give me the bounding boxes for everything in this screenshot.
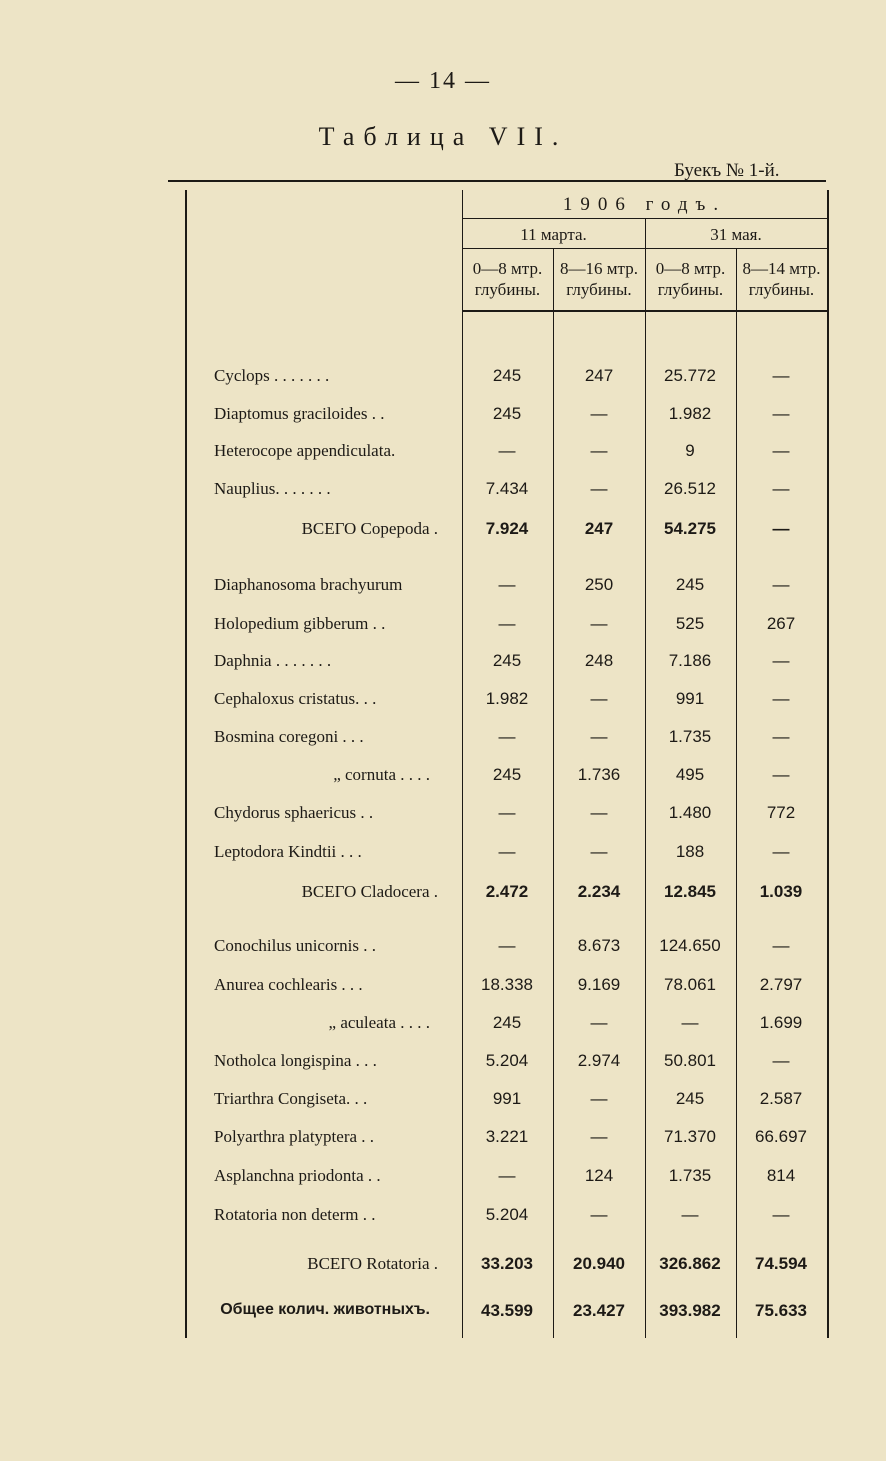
grand-total-cell: 43.599 xyxy=(481,1301,533,1320)
count-cell: — xyxy=(772,404,790,423)
count-cell: — xyxy=(590,1127,608,1146)
table-top-rule xyxy=(168,180,826,182)
count-cell: 495 xyxy=(675,765,705,784)
count-cell: 188 xyxy=(675,842,705,861)
species-label: Diaphanosoma brachyurum xyxy=(214,575,403,594)
count-cell: 245 xyxy=(492,765,522,784)
count-cell: — xyxy=(772,936,790,955)
count-cell: — xyxy=(590,479,608,498)
species-label: Asplanchna priodonta . . xyxy=(214,1166,381,1185)
species-label: Heterocope appendiculata. xyxy=(214,441,396,460)
count-cell: — xyxy=(590,1089,608,1108)
species-label: Anurea cochlearis . . . xyxy=(214,975,363,994)
count-cell: 1.736 xyxy=(577,765,621,784)
count-cell: — xyxy=(772,1205,790,1224)
count-cell: — xyxy=(590,441,608,460)
count-cell: 66.697 xyxy=(755,1127,807,1146)
count-cell: 248 xyxy=(584,651,614,670)
subtotal-cell: 247 xyxy=(584,519,614,538)
subtotal-cell: — xyxy=(772,519,790,538)
subtotal-cell: 33.203 xyxy=(481,1254,533,1273)
count-cell: 18.338 xyxy=(481,975,533,994)
subtotal-cell: 20.940 xyxy=(573,1254,625,1273)
species-label: Diaptomus graciloides . . xyxy=(214,404,385,423)
count-cell: 50.801 xyxy=(664,1051,716,1070)
subtotal-cell: 54.275 xyxy=(664,519,716,538)
subtotal-cell: 12.845 xyxy=(664,882,716,901)
count-cell: 5.204 xyxy=(485,1205,529,1224)
species-label: Cyclops . . . . . . . xyxy=(214,366,330,385)
count-cell: — xyxy=(772,575,790,594)
header-bottom-rule xyxy=(462,310,827,312)
count-cell: 1.982 xyxy=(485,689,529,708)
depth-header-2: 8—16 мтр. глубины. xyxy=(560,259,638,299)
grand-total-cell: 23.427 xyxy=(573,1301,625,1320)
species-label: Daphnia . . . . . . . xyxy=(214,651,332,670)
count-cell: — xyxy=(498,727,516,746)
count-cell: 814 xyxy=(766,1166,796,1185)
count-cell: 245 xyxy=(492,1013,522,1032)
count-cell: 245 xyxy=(492,366,522,385)
depth-divider-1 xyxy=(553,248,554,1338)
page-number: — 14 — xyxy=(395,68,491,94)
count-cell: — xyxy=(590,727,608,746)
depth-header-1: 0—8 мтр. глубины. xyxy=(472,259,543,299)
count-cell: — xyxy=(590,1013,608,1032)
count-cell: — xyxy=(590,842,608,861)
count-cell: — xyxy=(590,404,608,423)
table-right-border xyxy=(827,190,829,1338)
count-cell: 71.370 xyxy=(664,1127,716,1146)
count-cell: 3.221 xyxy=(485,1127,529,1146)
count-cell: — xyxy=(772,727,790,746)
subtotal-label: ВСЕГО Rotatoria . xyxy=(307,1254,438,1273)
species-label: Chydorus sphaericus . . xyxy=(214,803,374,822)
count-cell: — xyxy=(590,803,608,822)
count-cell: — xyxy=(498,803,516,822)
count-cell: — xyxy=(590,1205,608,1224)
grand-total-cell: 75.633 xyxy=(755,1301,807,1320)
count-cell: 245 xyxy=(492,651,522,670)
year-header: 1906 годъ. xyxy=(562,194,727,215)
count-cell: 2.974 xyxy=(577,1051,621,1070)
subtotal-label: ВСЕГО Cladocera . xyxy=(301,882,438,901)
count-cell: 5.204 xyxy=(485,1051,529,1070)
depth-header-3: 0—8 мтр. глубины. xyxy=(655,259,726,299)
count-cell: 124 xyxy=(584,1166,614,1185)
count-cell: 7.434 xyxy=(485,479,529,498)
species-label: Cephaloxus cristatus. . . xyxy=(214,689,377,708)
species-label: Rotatoria non determ . . xyxy=(214,1205,376,1224)
count-cell: 267 xyxy=(766,614,796,633)
species-label: Nauplius. . . . . . . xyxy=(214,479,331,498)
count-cell: 8.673 xyxy=(577,936,621,955)
count-cell: 525 xyxy=(675,614,705,633)
count-cell: 2.587 xyxy=(759,1089,803,1108)
count-cell: 1.735 xyxy=(668,727,712,746)
species-label: Notholca longispina . . . xyxy=(214,1051,377,1070)
date-header-march: 11 марта. xyxy=(520,225,587,244)
species-label: Leptodora Kindtii . . . xyxy=(214,842,362,861)
species-label: Holopedium gibberum . . xyxy=(214,614,386,633)
count-cell: 991 xyxy=(675,689,705,708)
date-header-may: 31 мая. xyxy=(710,225,762,244)
count-cell: 26.512 xyxy=(664,479,716,498)
table-title: Таблица VII. xyxy=(318,122,568,151)
count-cell: — xyxy=(498,441,516,460)
count-cell: — xyxy=(772,689,790,708)
subtotal-label: ВСЕГО Copepoda . xyxy=(301,519,438,538)
subtotal-cell: 74.594 xyxy=(755,1254,807,1273)
count-cell: — xyxy=(590,614,608,633)
species-label: Polyarthra platyptera . . xyxy=(214,1127,375,1146)
count-cell: — xyxy=(772,441,790,460)
count-cell: 250 xyxy=(584,575,614,594)
count-cell: 1.982 xyxy=(668,404,712,423)
count-cell: 7.186 xyxy=(668,651,712,670)
count-cell: 245 xyxy=(675,575,705,594)
buoy-label: Буекъ № 1-й. xyxy=(674,160,780,181)
grand-total-label: Общее колич. животныхъ. xyxy=(220,1301,430,1318)
subtotal-cell: 326.862 xyxy=(659,1254,721,1273)
count-cell: — xyxy=(681,1013,699,1032)
count-cell: 991 xyxy=(492,1089,522,1108)
count-cell: 9.169 xyxy=(577,975,621,994)
species-label: Triarthra Congiseta. . . xyxy=(214,1089,368,1108)
count-cell: 2.797 xyxy=(759,975,803,994)
count-cell: 1.735 xyxy=(668,1166,712,1185)
subtotal-cell: 1.039 xyxy=(759,882,803,901)
species-label: Bosmina coregoni . . . xyxy=(214,727,364,746)
subtotal-cell: 7.924 xyxy=(485,519,529,538)
count-cell: — xyxy=(681,1205,699,1224)
count-cell: — xyxy=(772,479,790,498)
grand-total-cell: 393.982 xyxy=(659,1301,721,1320)
count-cell: — xyxy=(498,936,516,955)
count-cell: — xyxy=(772,366,790,385)
count-cell: — xyxy=(772,765,790,784)
table-left-border xyxy=(185,190,187,1338)
count-cell: — xyxy=(498,575,516,594)
subtotal-cell: 2.472 xyxy=(485,882,529,901)
subtotal-cell: 2.234 xyxy=(577,882,621,901)
count-cell: 772 xyxy=(766,803,796,822)
count-cell: — xyxy=(498,614,516,633)
count-cell: 9 xyxy=(685,441,695,460)
count-cell: 78.061 xyxy=(664,975,716,994)
species-label: Conochilus unicornis . . xyxy=(214,936,376,955)
count-cell: — xyxy=(498,842,516,861)
species-label: „ aculeata . . . . xyxy=(328,1013,430,1032)
count-cell: — xyxy=(590,689,608,708)
count-cell: — xyxy=(498,1166,516,1185)
count-cell: 1.480 xyxy=(668,803,712,822)
species-label: „ cornuta . . . . xyxy=(333,765,430,784)
count-cell: — xyxy=(772,842,790,861)
count-cell: 124.650 xyxy=(659,936,721,955)
count-cell: 1.699 xyxy=(759,1013,803,1032)
date-underline xyxy=(462,248,827,249)
count-cell: 25.772 xyxy=(664,366,716,385)
count-cell: 247 xyxy=(584,366,614,385)
count-cell: 245 xyxy=(492,404,522,423)
depth-header-4: 8—14 мтр. глубины. xyxy=(742,259,821,299)
count-cell: — xyxy=(772,651,790,670)
count-cell: — xyxy=(772,1051,790,1070)
count-cell: 245 xyxy=(675,1089,705,1108)
